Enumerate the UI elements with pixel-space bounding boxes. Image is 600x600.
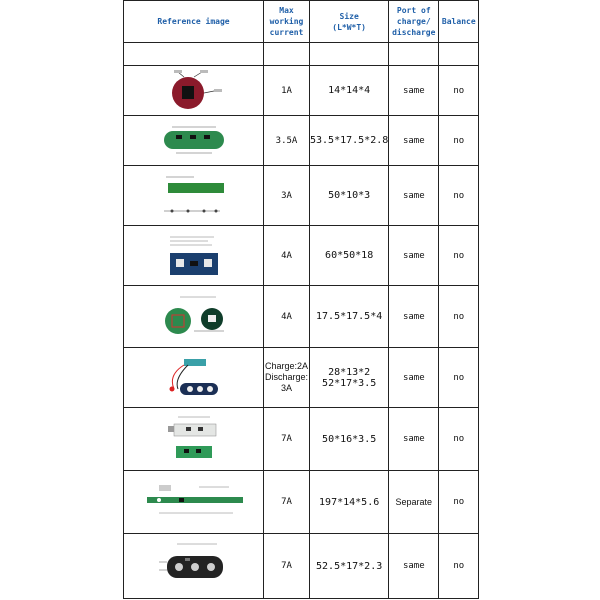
- size-cell: 60*50*18: [310, 226, 389, 286]
- balance-cell: no: [439, 408, 479, 471]
- board-image: [124, 348, 264, 408]
- balance-cell: no: [439, 348, 479, 408]
- board-image: [124, 166, 264, 226]
- header-size-line2: (L*W*T): [332, 22, 366, 32]
- round-pcb-icon: [154, 69, 234, 113]
- port-cell: same: [389, 408, 439, 471]
- current-line2: Discharge:: [264, 372, 309, 382]
- header-port-line2: charge/: [396, 17, 431, 26]
- header-reference-image: Reference image: [124, 1, 264, 43]
- port-cell: same: [389, 116, 439, 166]
- board-image: [124, 66, 264, 116]
- header-balance: Balance: [439, 1, 479, 43]
- header-size: [310, 1, 389, 43]
- table-row: [124, 116, 479, 166]
- size-cell: 53.5*17.5*2.8: [310, 116, 389, 166]
- long-strip-pcb-icon: [139, 477, 249, 527]
- port-cell: same: [389, 348, 439, 408]
- table-row: [124, 471, 479, 534]
- board-image: [124, 534, 264, 599]
- header-port: [389, 1, 439, 43]
- table-row: [124, 348, 479, 408]
- square-pcb-icon: [154, 231, 234, 281]
- balance-cell: no: [439, 286, 479, 348]
- size-cell: [310, 348, 389, 408]
- port-cell: same: [389, 66, 439, 116]
- current-cell: 4A: [264, 286, 310, 348]
- port-cell: same: [389, 166, 439, 226]
- port-cell: Separate: [389, 471, 439, 534]
- header-port-line1: Port of: [396, 6, 431, 15]
- header-max-current: [264, 1, 310, 43]
- size-cell: 52.5*17*2.3: [310, 534, 389, 599]
- size-cell: 50*16*3.5: [310, 408, 389, 471]
- balance-cell: no: [439, 66, 479, 116]
- current-cell: 7A: [264, 471, 310, 534]
- dual-round-pcb-icon: [154, 291, 234, 343]
- size-cell: 197*14*5.6: [310, 471, 389, 534]
- table-row: [124, 408, 479, 471]
- header-max-current-line2: working: [269, 17, 304, 26]
- balance-cell: no: [439, 534, 479, 599]
- port-cell: same: [389, 534, 439, 599]
- board-image: [124, 116, 264, 166]
- size-cell: 50*10*3: [310, 166, 389, 226]
- spec-table: [123, 0, 479, 599]
- current-cell: 4A: [264, 226, 310, 286]
- strip-pcb-icon: [154, 171, 234, 221]
- header-max-current-line3: current: [269, 28, 304, 37]
- table-row: [124, 66, 479, 116]
- wired-pcb-icon: [154, 353, 234, 403]
- current-cell: 3.5A: [264, 116, 310, 166]
- stacked-pcb-icon: [154, 412, 234, 466]
- table-row: [124, 286, 479, 348]
- port-cell: same: [389, 286, 439, 348]
- current-line3: 3A: [280, 383, 292, 393]
- size-cell: 17.5*17.5*4: [310, 286, 389, 348]
- current-cell: [264, 348, 310, 408]
- balance-cell: no: [439, 226, 479, 286]
- three-cell-pcb-icon: [149, 538, 239, 594]
- table-row: [124, 166, 479, 226]
- header-max-current-line1: Max: [279, 6, 294, 15]
- balance-cell: no: [439, 116, 479, 166]
- board-image: [124, 286, 264, 348]
- current-cell: 3A: [264, 166, 310, 226]
- current-line1: Charge:2A: [264, 361, 309, 371]
- current-cell: 7A: [264, 408, 310, 471]
- board-image: [124, 408, 264, 471]
- balance-cell: no: [439, 166, 479, 226]
- table-row: [124, 534, 479, 599]
- size-cell: 14*14*4: [310, 66, 389, 116]
- header-port-line3: discharge: [392, 28, 436, 37]
- board-image: [124, 226, 264, 286]
- port-cell: same: [389, 226, 439, 286]
- size-line2: 52*17*3.5: [322, 377, 377, 389]
- header-size-line1: Size: [339, 11, 359, 21]
- table-row: [124, 226, 479, 286]
- spacer-row: [124, 43, 479, 66]
- current-cell: 7A: [264, 534, 310, 599]
- size-line1: 28*13*2: [328, 366, 371, 378]
- current-cell: 1A: [264, 66, 310, 116]
- header-row: [124, 1, 479, 43]
- balance-cell: no: [439, 471, 479, 534]
- oval-pcb-icon: [154, 121, 234, 161]
- board-image: [124, 471, 264, 534]
